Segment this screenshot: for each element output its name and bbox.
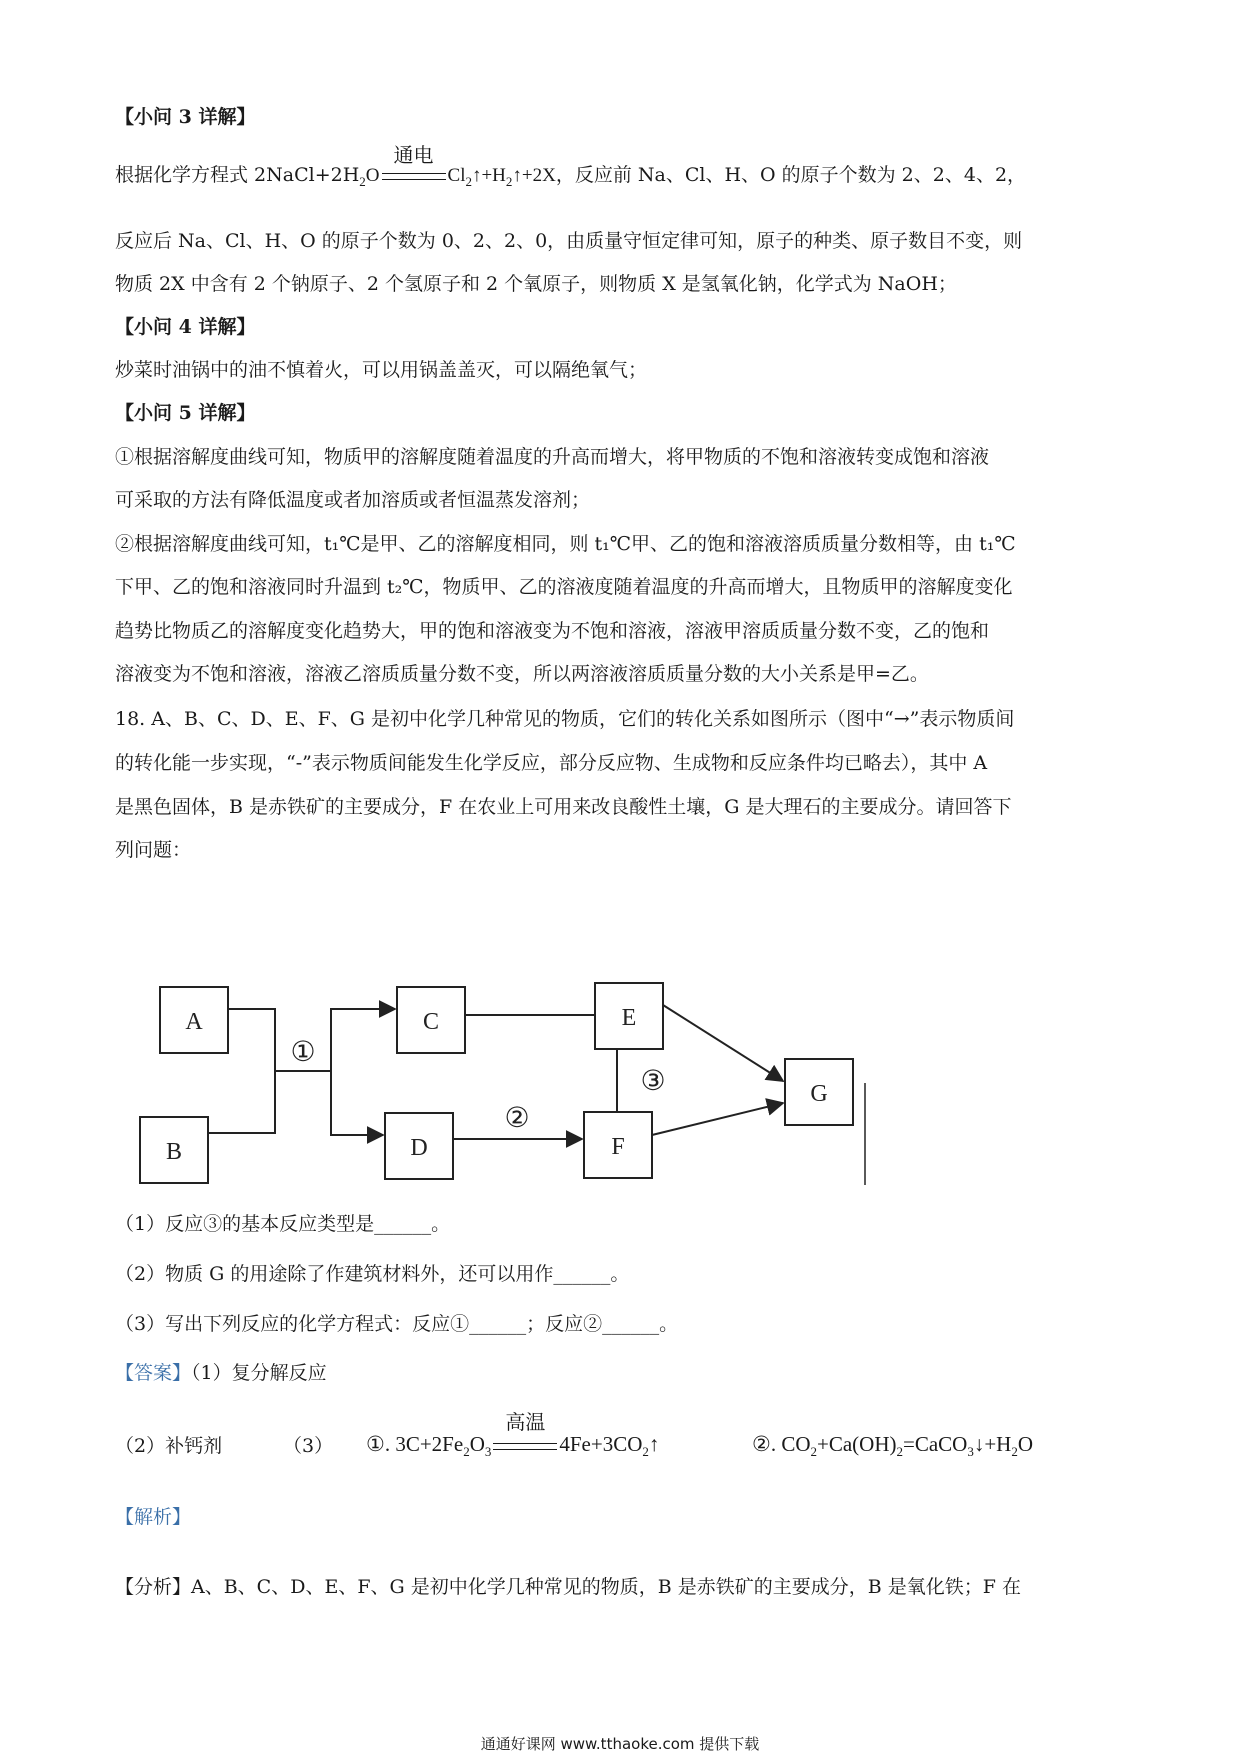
q5-para-4: 下甲、乙的饱和溶液同时升温到 t₂℃，物质甲、乙的溶液度随着温度的升高而增大，且物质甲的溶解度变化 (115, 576, 1013, 598)
sub-question-3: （3）写出下列反应的化学方程式：反应①______；反应②______。 (115, 1313, 679, 1335)
q5-para-3: ②根据溶解度曲线可知，t₁℃是甲、乙的溶解度相同，则 t₁℃甲、乙的饱和溶液溶质质量分数相等，由 t₁℃ (115, 533, 1016, 555)
node-c-label: C (422, 1009, 440, 1035)
q3-equation-suffix: ，反应前 Na、Cl、H、O 的原子个数为 2、2、4、2， (555, 164, 1027, 186)
conversion-diagram (135, 975, 895, 1185)
q5-heading: 【小问 5 详解】 (115, 402, 256, 424)
reaction-1-equation: ①. $3C+2Fe_2O_3$ 高温 $4Fe+3CO_2↑$ (366, 1412, 660, 1460)
q5-para-1: ①根据溶解度曲线可知，物质甲的溶解度随着温度的升高而增大，将甲物质的不饱和溶液转变成饱和溶液 (115, 446, 990, 468)
answer-3-label: （3） (283, 1435, 334, 1457)
sub-question-2: （2）物质 G 的用途除了作建筑材料外，还可以用作______。 (115, 1263, 630, 1285)
q3-para-3: 物质 2X 中含有 2 个钠原子、2 个氢原子和 2 个氧原子，则物质 X 是氢氧化钠，化学式为 NaOH； (115, 273, 957, 295)
node-f-label: F (611, 1134, 625, 1160)
link-f-g (652, 1103, 783, 1135)
q5-para-6: 溶液变为不饱和溶液，溶液乙溶质质量分数不变，所以两溶液溶质质量分数的大小关系是甲=乙。 (115, 663, 929, 685)
q4-para-1: 炒菜时油锅中的油不慎着火，可以用锅盖盖灭，可以隔绝氧气； (115, 359, 648, 381)
reaction-3-label: ③ (640, 1064, 666, 1097)
reaction-2-equation: ②. $CO_2+Ca(OH)_2=CaCO_3↓+H_2O$ (752, 1432, 1034, 1460)
high-temp-condition: 高温 (491, 1432, 559, 1457)
answer-tag: 【答案】 (115, 1362, 192, 1384)
q3-heading: 【小问 3 详解】 (115, 106, 256, 128)
q3-para-2: 反应后 Na、Cl、H、O 的原子个数为 0、2、2、0，由质量守恒定律可知，原子的种类、原子数目不变，则 (115, 230, 1023, 252)
q3-equation-line: 根据化学方程式 $2NaCl+2H_2O$ 通电 $Cl_2↑+H_2↑+2X$，反应前 Na、Cl、H、O 的原子个数为 2、2、4、2， (115, 145, 1027, 189)
q5-para-5: 趋势比物质乙的溶解度变化趋势大，甲的饱和溶液变为不饱和溶液，溶液甲溶质质量分数不变，乙的饱和 (115, 620, 990, 642)
q4-heading: 【小问 4 详解】 (115, 316, 256, 338)
q18-para-4: 列问题： (115, 839, 192, 861)
sub-question-1: （1）反应③的基本反应类型是______。 (115, 1213, 451, 1235)
q18-para-2: 的转化能一步实现，“-”表示物质间能发生化学反应，部分反应物、生成物和反应条件均已略去），其中 A (115, 752, 988, 774)
reaction-2-label: ② (504, 1101, 530, 1134)
node-e-label: E (621, 1005, 637, 1031)
q18-para-3: 是黑色固体，B 是赤铁矿的主要成分，F 在农业上可用来改良酸性土壤，G 是大理石的主要成分。请回答下 (115, 796, 1012, 818)
page-footer: 通通好课网 www.tthaoke.com 提供下载 (480, 1735, 760, 1753)
answer-line-1 (115, 1361, 327, 1385)
analysis-tag: 【解析】 (115, 1506, 192, 1528)
answer-2: （2）补钙剂 (115, 1435, 223, 1457)
analysis-para-1: 【分析】A、B、C、D、E、F、G 是初中化学几种常见的物质，B 是赤铁矿的主要成分，B 是氧化铁；F 在 (115, 1576, 1021, 1598)
node-d-label: D (410, 1135, 428, 1161)
link-e-g (663, 1005, 783, 1081)
node-g-label: G (810, 1081, 828, 1107)
node-b-label: B (165, 1139, 183, 1165)
q18-para-1: 18. A、B、C、D、E、F、G 是初中化学几种常见的物质，它们的转化关系如图所示（图中“→”表示物质间 (115, 708, 1015, 730)
link-junction-to-d (331, 1071, 383, 1135)
q3-equation-prefix: 根据化学方程式 2NaCl+2H (115, 164, 360, 186)
answer-1: （1）复分解反应 (191, 1362, 327, 1384)
node-a-label: A (185, 1009, 203, 1035)
electrolysis-condition: 通电 (380, 165, 448, 187)
reaction-1-label: ① (290, 1035, 316, 1068)
link-a-to-junction (208, 1009, 275, 1133)
q5-para-2: 可采取的方法有降低温度或者加溶质或者恒温蒸发溶剂； (115, 489, 591, 511)
